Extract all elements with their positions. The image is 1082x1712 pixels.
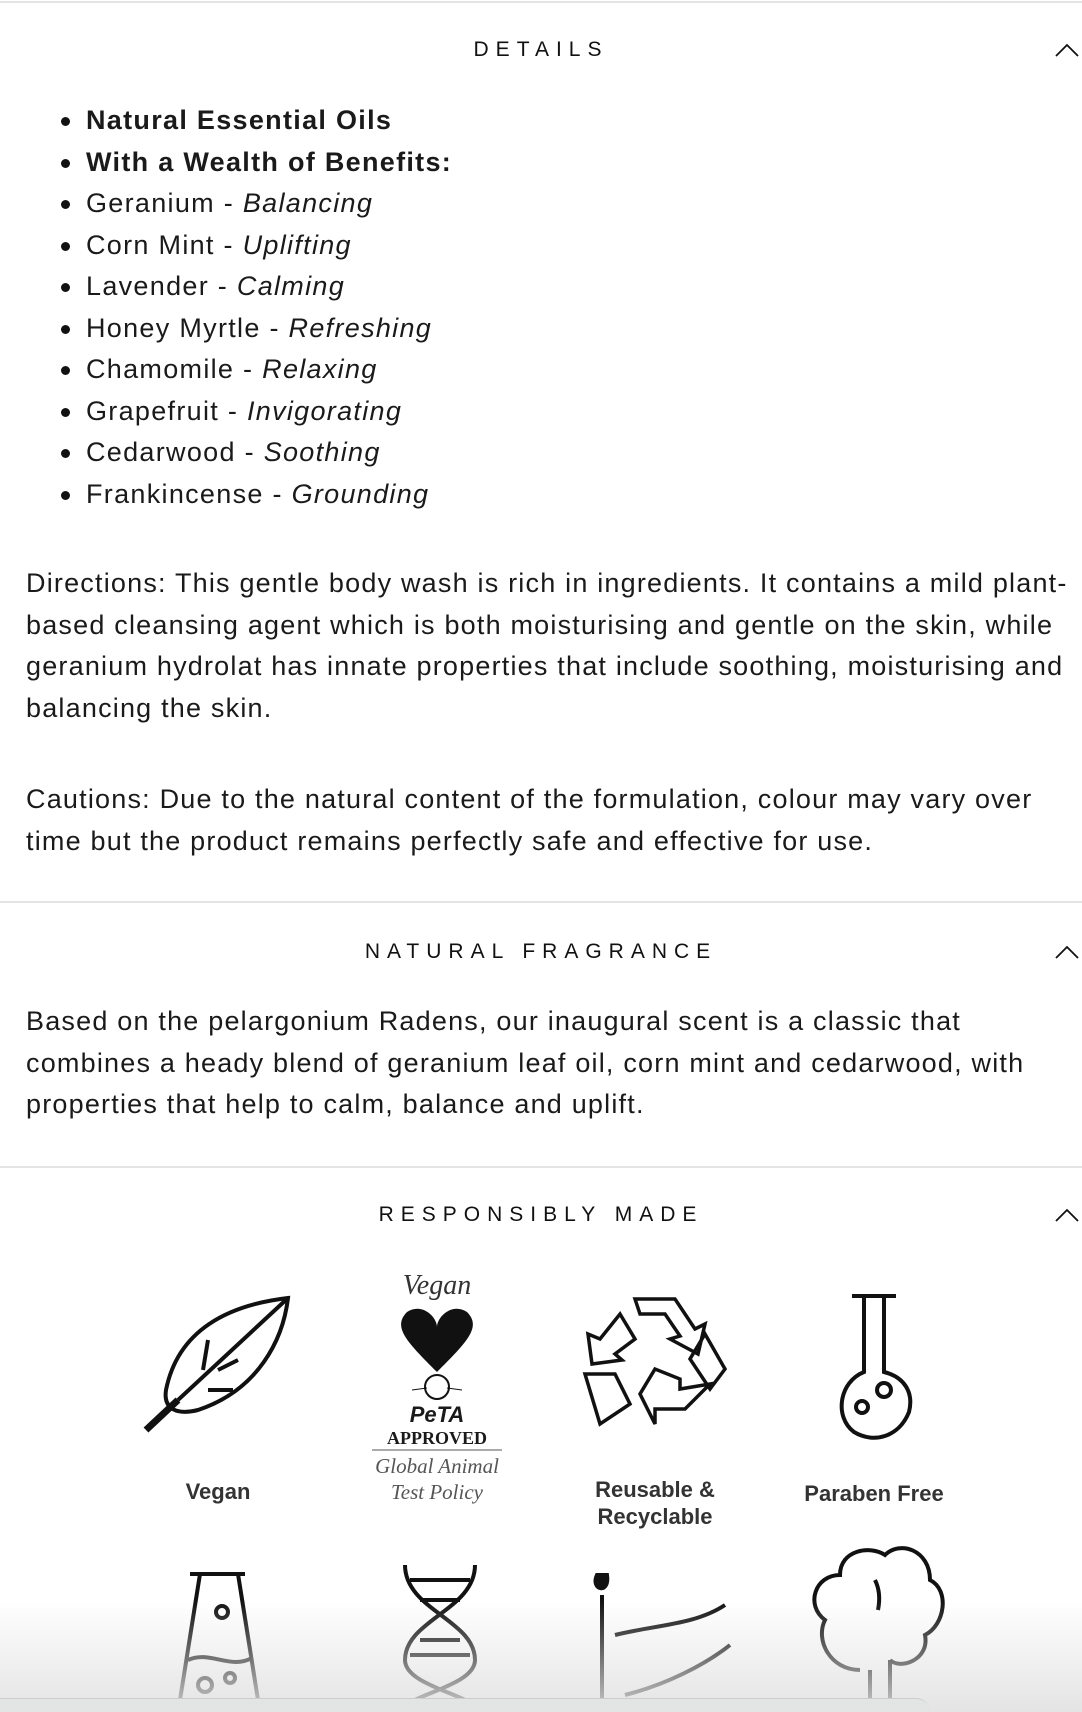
divider — [0, 1, 1082, 3]
bottom-sheet-edge — [0, 1698, 930, 1712]
chevron-up-icon[interactable] — [1054, 1207, 1080, 1223]
badge-vegan — [118, 1290, 318, 1505]
benefit-item — [58, 100, 452, 142]
benefit-effect: Relaxing — [262, 354, 378, 384]
peta-bunny-heart-icon — [387, 1302, 487, 1402]
benefit-name: Chamomile - — [86, 354, 263, 384]
recycle-icon — [580, 1294, 730, 1434]
benefit-item — [58, 349, 452, 391]
benefit-name: With a Wealth of Benefits: — [86, 146, 453, 177]
badge-label: Paraben Free — [804, 1481, 944, 1506]
divider — [0, 901, 1082, 903]
fragrance-header[interactable]: NATURAL FRAGRANCE — [364, 940, 718, 963]
directions-text: Directions: This gentle body wash is rich in ingredients. It contains a mild plant-based cleansing agent which is both moisturising and gentle on the skin, while geranium hydrolat has innate properties that include soothing, moisturising and balancing the skin. — [26, 568, 1068, 723]
peta-approved-text: APPROVED — [372, 1428, 502, 1451]
badge-label: Vegan — [185, 1479, 251, 1504]
benefit-name: Grapefruit - — [86, 395, 247, 426]
cautions-text: Cautions: Due to the natural content of the formulation, colour may vary over time but the product remains perfectly safe and effective for use. — [26, 784, 1033, 856]
benefit-effect: Refreshing — [288, 312, 433, 343]
benefit-item — [58, 225, 452, 267]
chevron-up-icon[interactable] — [1054, 944, 1080, 960]
benefit-effect: Soothing — [263, 437, 381, 467]
benefit-item — [58, 266, 452, 308]
benefit-name: Natural Essential Oils — [86, 105, 393, 135]
benefit-name: Lavender - — [86, 271, 237, 301]
benefit-item — [58, 142, 452, 184]
benefit-item — [58, 183, 452, 225]
benefit-name: Geranium - — [86, 188, 243, 218]
benefits-list — [58, 100, 452, 515]
chevron-up-icon[interactable] — [1054, 42, 1080, 58]
responsibly-header[interactable]: RESPONSIBLY MADE — [378, 1203, 704, 1226]
benefit-name: Honey Myrtle - — [86, 312, 289, 343]
benefit-name: Corn Mint - — [86, 229, 243, 260]
benefit-item — [58, 474, 452, 516]
benefit-name: Cedarwood - — [86, 437, 264, 467]
bottom-fade — [0, 1600, 1082, 1712]
badge-label: Global Animal Test Policy — [375, 1454, 499, 1504]
benefit-item — [58, 391, 452, 433]
flask-icon — [824, 1292, 924, 1442]
benefit-item — [58, 432, 452, 474]
badge-recyclable — [555, 1294, 755, 1530]
divider — [0, 1166, 1082, 1168]
badge-label: Reusable & Recyclable — [595, 1477, 715, 1529]
benefit-effect: Balancing — [242, 188, 374, 218]
details-header[interactable]: DETAILS — [473, 38, 609, 61]
leaf-icon — [138, 1290, 298, 1440]
benefit-name: Frankincense - — [86, 478, 292, 509]
peta-text: PeTA — [409, 1402, 465, 1427]
peta-vegan-text: Vegan — [402, 1270, 472, 1301]
benefit-effect: Grounding — [291, 478, 430, 509]
badge-peta — [337, 1270, 537, 1505]
fragrance-text: Based on the pelargonium Radens, our inaugural scent is a classic that combines a heady blend of geranium leaf oil, corn mint and cedarwood, with properties that help to calm, balance and uplift. — [26, 1006, 1025, 1119]
benefit-effect: Calming — [236, 271, 346, 301]
benefit-item — [58, 308, 452, 350]
badge-paraben-free — [774, 1292, 974, 1507]
benefit-effect: Uplifting — [242, 229, 352, 260]
benefit-effect: Invigorating — [246, 395, 403, 426]
